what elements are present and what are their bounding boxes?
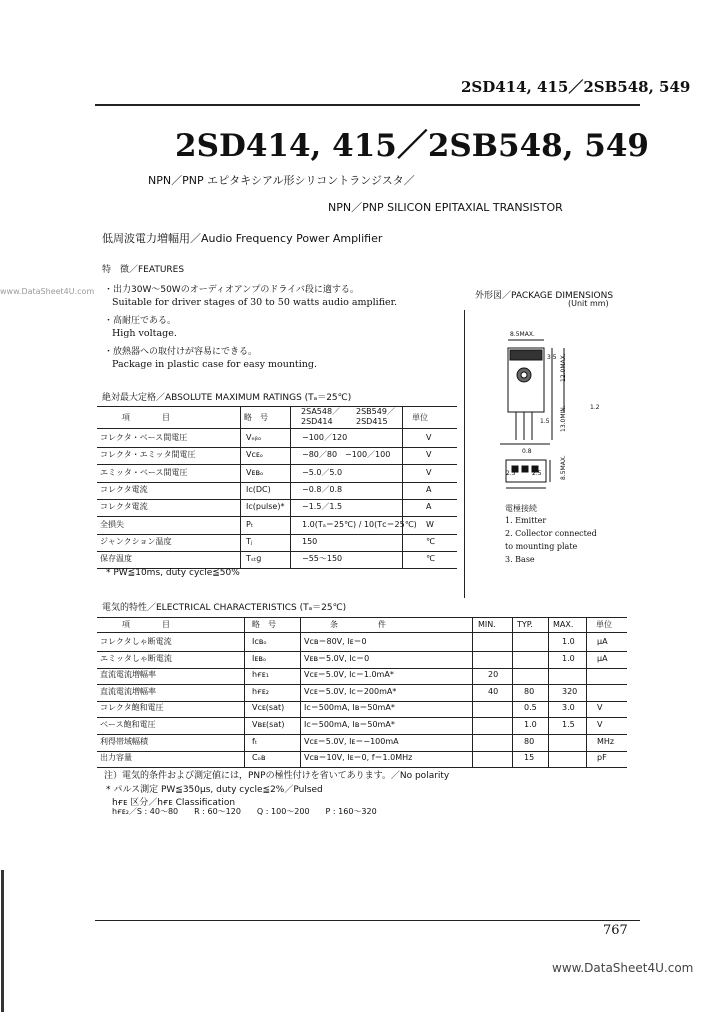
bottom-watermark: www.DataSheet4U.com — [552, 961, 694, 975]
abs-row-item: ジャンクション温度 — [100, 537, 172, 546]
abs-row-rule — [97, 464, 457, 465]
abs-table-header-rule — [97, 428, 457, 429]
elec-row-item: 利得帯域幅積 — [100, 737, 148, 746]
abs-row-rule — [97, 534, 457, 535]
abs-row-symbol: Vₑᵦₒ — [246, 433, 262, 442]
elec-row-symbol: Iᴇʙₒ — [252, 654, 267, 663]
elec-row-rule — [97, 651, 627, 652]
header-part-number: 2SD414, 415／2SB548, 549 — [461, 78, 691, 96]
footer-rule — [95, 920, 640, 921]
elec-row-cond: Vᴄʙ＝80V, Iᴇ＝0 — [304, 637, 367, 646]
page-title: 2SD414, 415／2SB548, 549 — [175, 128, 650, 164]
abs-table-top — [97, 406, 457, 407]
abs-row-symbol: Vᴄᴇₒ — [246, 450, 264, 459]
abs-row-value: −5.0／5.0 — [302, 468, 343, 477]
abs-row-symbol: Iᴄ(DC) — [246, 485, 271, 494]
feature-line-1: ・出力30W～50Wのオーディオアンプのドライバ段に適する。 — [104, 285, 359, 295]
elec-row-cond: Vᴄᴇ＝5.0V, Iᴄ＝1.0mA* — [304, 670, 394, 679]
elec-sep-5 — [548, 617, 549, 767]
abs-row-item: 保存温度 — [100, 554, 132, 563]
abs-col-symbol: 略 号 — [244, 413, 268, 422]
elec-row-typ: 1.0 — [524, 720, 537, 729]
elec-note-4: hғᴇ₂／S : 40～80 R : 60～120 Q : 100～200 P : 160～320 — [112, 807, 377, 816]
elec-row-rule — [97, 717, 627, 718]
abs-row-unit: ℃ — [426, 554, 435, 563]
elec-row-typ: 80 — [524, 687, 535, 696]
dim-label-4: 1.2 — [590, 404, 600, 411]
side-watermark: www.DataSheet4U.com — [0, 287, 95, 296]
package-unit: (Unit mm) — [568, 299, 609, 308]
elec-note-3: hғᴇ 区分／hғᴇ Classification — [112, 798, 236, 808]
elec-row-unit: MHz — [597, 737, 615, 746]
abs-row-symbol: Tₛₜɡ — [246, 554, 262, 563]
elec-row-cond: Iᴄ＝500mA, Iʙ＝50mA* — [304, 703, 395, 712]
abs-sep-2 — [290, 406, 291, 568]
dim-label-10: 8.5MAX. — [560, 455, 567, 480]
abs-col-414b: 2SD414 — [301, 417, 333, 426]
elec-row-symbol: hғᴇ₂ — [252, 687, 269, 696]
elec-sep-4 — [512, 617, 513, 767]
elec-row-item: エミッタしゃ断電流 — [100, 654, 172, 663]
elec-row-item: 出力容量 — [100, 753, 132, 762]
feature-line-3: ・高耐圧である。 — [104, 316, 177, 326]
abs-row-item: コレクタ・エミッタ間電圧 — [100, 450, 196, 459]
header-rule — [95, 104, 640, 106]
dim-label-3: 12.0MAX. — [560, 353, 567, 382]
subtitle-en: NPN／PNP SILICON EPITAXIAL TRANSISTOR — [328, 201, 563, 214]
abs-sep-3 — [402, 406, 403, 568]
elec-col-cond: 条 件 — [330, 620, 386, 629]
elec-row-unit: V — [597, 703, 603, 712]
abs-row-rule — [97, 551, 457, 552]
abs-row-symbol: Tⱼ — [246, 537, 253, 546]
feature-line-4: High voltage. — [112, 328, 177, 339]
elec-row-symbol: Cₒʙ — [252, 753, 266, 762]
abs-row-rule — [97, 447, 457, 448]
elec-sep-2 — [300, 617, 301, 767]
elec-col-symbol: 略 号 — [252, 620, 276, 629]
dim-label-7: 0.8 — [522, 448, 532, 455]
dim-label-5: 1.5 — [540, 418, 550, 425]
elec-row-max: 3.0 — [562, 703, 575, 712]
elec-row-symbol: Vʙᴇ(sat) — [252, 720, 285, 729]
elec-row-item: ベース飽和電圧 — [100, 720, 156, 729]
abs-col-415b: 2SD415 — [356, 417, 388, 426]
elec-row-min: 40 — [488, 687, 499, 696]
elec-row-symbol: fₜ — [252, 737, 258, 746]
elec-row-typ: 0.5 — [524, 703, 537, 712]
abs-row-symbol: Pₜ — [246, 520, 254, 529]
feature-line-6: Package in plastic case for easy mounting. — [112, 359, 318, 370]
elec-sep-6 — [586, 617, 587, 767]
elec-row-unit: pF — [597, 753, 607, 762]
elec-row-unit: V — [597, 720, 603, 729]
abs-row-rule — [97, 482, 457, 483]
abs-row-unit: V — [426, 468, 432, 477]
elec-col-unit: 単位 — [596, 620, 612, 629]
subtitle-jp: NPN／PNP エピタキシアル形シリコントランジスタ／ — [148, 174, 415, 187]
abs-row-item: コレクタ電流 — [100, 502, 148, 511]
feature-line-2: Suitable for driver stages of 30 to 50 watts audio amplifier. — [112, 297, 398, 308]
pin-heading: 電極接続 — [505, 504, 537, 513]
abs-row-value: 1.0(Tₐ＝25℃) / 10(Tᴄ＝25℃) — [302, 520, 417, 529]
elec-col-typ: TYP. — [517, 620, 533, 629]
feature-line-5: ・放熱器への取付けが容易にできる。 — [104, 347, 258, 357]
abs-row-item: エミッタ・ベース間電圧 — [100, 468, 188, 477]
dim-label-2: 3.5 — [547, 354, 557, 361]
elec-row-symbol: Vᴄᴇ(sat) — [252, 703, 285, 712]
pin-3: 3. Base — [505, 555, 535, 564]
elec-row-rule — [97, 684, 627, 685]
elec-row-unit: μA — [597, 654, 608, 663]
abs-row-value: −55～150 — [302, 554, 343, 563]
package-box-left — [464, 310, 465, 598]
elec-row-item: 直流電流増幅率 — [100, 670, 156, 679]
elec-row-rule — [97, 701, 627, 702]
dim-label-8: 2.5 — [506, 470, 516, 477]
elec-sep-1 — [244, 617, 245, 767]
elec-row-rule — [97, 751, 627, 752]
elec-row-cond: Vᴇʙ＝5.0V, Iᴄ＝0 — [304, 654, 370, 663]
abs-row-value: −100／120 — [302, 433, 348, 442]
package-heading: 外形図／PACKAGE DIMENSIONS — [475, 291, 614, 301]
abs-row-unit: ℃ — [426, 537, 435, 546]
elec-col-item: 項 目 — [122, 620, 170, 629]
elec-row-cond: Vᴄʙ＝10V, Iᴇ＝0, f＝1.0MHz — [304, 753, 413, 762]
abs-row-item: コレクタ・ベース間電圧 — [100, 433, 188, 442]
abs-note: * PW≦10ms, duty cycle≦50% — [106, 568, 240, 578]
elec-row-cond: Iᴄ＝500mA, Iʙ＝50mA* — [304, 720, 395, 729]
elec-row-unit: μA — [597, 637, 608, 646]
elec-row-item: コレクタ飽和電圧 — [100, 703, 164, 712]
abs-row-unit: V — [426, 433, 432, 442]
pin-1: 1. Emitter — [505, 516, 547, 525]
elec-row-max: 1.5 — [562, 720, 575, 729]
elec-sep-3 — [472, 617, 473, 767]
abs-row-value: −1.5／1.5 — [302, 502, 343, 511]
abs-sep-1 — [240, 406, 241, 568]
elec-row-max: 1.0 — [562, 654, 575, 663]
abs-row-unit: A — [426, 485, 432, 494]
elec-note-1: 注）電気的条件および測定値には，PNPの極性付けを省いてあります。／No polarity — [104, 771, 450, 781]
abs-row-value: −80／80 −100／100 — [302, 450, 391, 459]
page-number: 767 — [603, 923, 628, 938]
elec-col-min: MIN. — [478, 620, 496, 629]
abs-row-item: コレクタ電流 — [100, 485, 148, 494]
abs-row-value: −0.8／0.8 — [302, 485, 343, 494]
abs-row-unit: W — [426, 520, 434, 529]
elec-row-cond: Vᴄᴇ＝5.0V, Iᴄ＝200mA* — [304, 687, 397, 696]
elec-row-item: 直流電流増幅率 — [100, 687, 156, 696]
abs-max-heading: 絶対最大定格／ABSOLUTE MAXIMUM RATINGS (Tₐ＝25℃) — [102, 393, 352, 403]
dim-label-6: 13.0MIN. — [560, 405, 567, 432]
elec-heading: 電気的特性／ELECTRICAL CHARACTERISTICS (Tₐ＝25℃) — [102, 603, 347, 613]
abs-col-unit: 単位 — [412, 413, 428, 422]
abs-row-unit: A — [426, 502, 432, 511]
elec-row-symbol: hғᴇ₁ — [252, 670, 269, 679]
elec-row-typ: 80 — [524, 737, 535, 746]
pin-2: 2. Collector connected — [505, 529, 597, 538]
elec-row-cond: Vᴄᴇ＝5.0V, Iᴇ＝−100mA — [304, 737, 399, 746]
elec-row-max: 320 — [562, 687, 578, 696]
abs-row-symbol: Iᴄ(pulse)* — [246, 502, 285, 511]
dim-label-1: 8.5MAX. — [510, 331, 535, 338]
abs-col-item: 項 目 — [122, 413, 170, 422]
elec-col-max: MAX. — [553, 620, 574, 629]
abs-row-symbol: Vᴇʙₒ — [246, 468, 264, 477]
features-heading: 特 徴／FEATURES — [102, 265, 185, 275]
page-left-border — [1, 870, 4, 1012]
elec-row-item: コレクタしゃ断電流 — [100, 637, 172, 646]
elec-row-min: 20 — [488, 670, 499, 679]
elec-row-rule — [97, 734, 627, 735]
abs-row-rule — [97, 516, 457, 517]
abs-row-rule — [97, 499, 457, 500]
abs-col-414: 2SA548／ — [301, 407, 341, 416]
elec-note-2: * パルス測定 PW≦350μs, duty cycle≦2%／Pulsed — [106, 785, 323, 795]
abs-row-item: 全損失 — [100, 520, 124, 529]
elec-row-max: 1.0 — [562, 637, 575, 646]
elec-row-typ: 15 — [524, 753, 535, 762]
abs-row-value: 150 — [302, 537, 318, 546]
abs-col-415: 2SB549／ — [356, 407, 395, 416]
pin-2b: to mounting plate — [505, 542, 578, 551]
elec-row-rule — [97, 668, 627, 669]
abs-row-unit: V — [426, 450, 432, 459]
dim-label-9: 2.5 — [532, 470, 542, 477]
elec-row-symbol: Iᴄʙₒ — [252, 637, 267, 646]
application-line: 低周波電力増幅用／Audio Frequency Power Amplifier — [102, 232, 383, 245]
